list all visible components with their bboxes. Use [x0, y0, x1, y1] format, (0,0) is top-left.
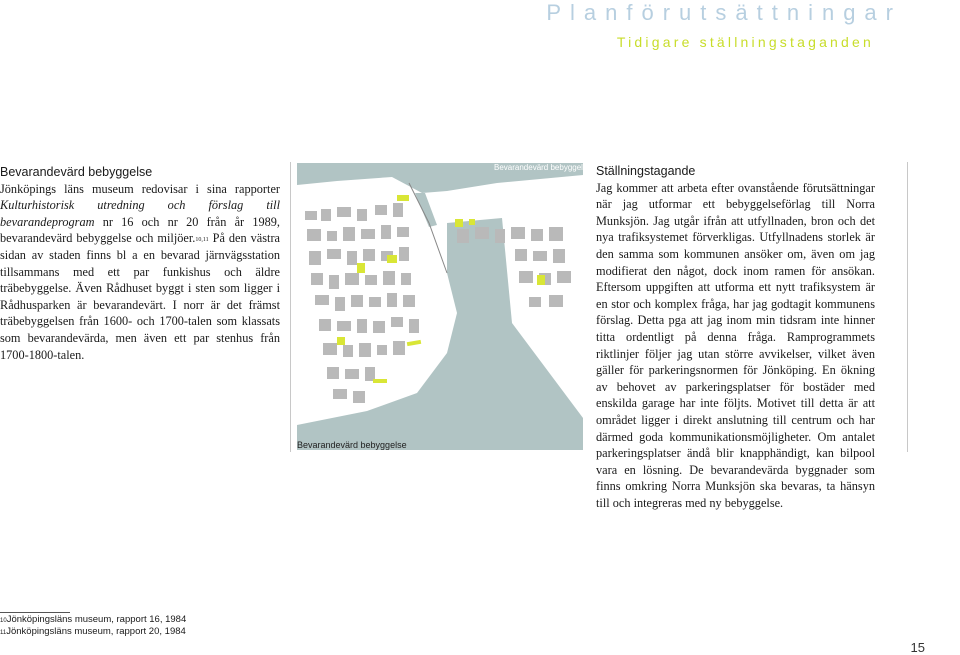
left-column: [0, 164, 280, 363]
footnote-divider: [0, 612, 70, 613]
map-label-top: Bevarandevärd bebyggelse: [494, 163, 592, 172]
right-paragraph: Jag kommer att arbeta efter ovanstående förutsättningar när jag utformar ett bebyggelseförlag till Norra Munksjön. Jag utgår ifrån att utfyllnaden, bron och det nya trafiksystemet förverkligas. Utfyllnadens storlek är den samma som kommunen ansöker om, även om jag modifierat den något, dock inom ramen för ansökan. Eftersom uppgiften att utforma ett nytt trafiksystem är en stor och komplex fråga, har jag godtagit kommunens förslag. Detta pga att jag inom min tidsram inte hinner titta ordentligt på denna fråga. Ramprogrammets riktlinjer följer jag utan större avvikelser, vilket även gäller för parkeringsnormen för Jönköping. En ökning av behovet av parkeringsplatser för bostäder med enskilda garage har inte följts. Motivet till detta är att området ligger i direkt anslutning till centrum och har därmed goda kommunikationsmöjligheter. Om antalet parkeringsplatser ändå blir knapphändigt, kan bilpool vara en lösning. De bevarandevärda byggnader som finns omkring Norra Munksjön ska bevaras, ta hänsyn till och integreras med ny bebyggelse.: [596, 180, 875, 510]
page-title: Planförutsättningar: [546, 0, 902, 25]
left-paragraph: Jönköpings läns museum redovisar i sina rapporter Kulturhistorisk utredning och förslag till bevarandeprogram nr 16 och nr 20 från år 1989, bevarandevärd bebyggelse och miljöer.$^{10,11}$ På den västra sidan av staden finns bl a en bevarad järnvägsstation tillsammans med ett par funkishus och äldre träbebyggelse. Även Rådhuset byggt i sten som ligger i Rådhusparken är bevarandevärt. I norr är det främst träbebyggelsen från 1600- och 1700-talen som klassats som bevarandevärda, men även ett par stenhus från 1700-1800-talen.: [0, 181, 280, 362]
footnotes: [0, 614, 186, 638]
divider-left: [290, 162, 291, 452]
page-subtitle: Tidigare ställningstaganden: [616, 34, 874, 50]
footnote-item: $^{11}$Jönköpingsläns museum, rapport 20, 1984: [0, 626, 186, 637]
divider-right: [907, 162, 908, 452]
left-heading: Bevarandevärd bebyggelse: [0, 165, 153, 179]
page-number: 15: [910, 640, 925, 655]
right-column: [596, 163, 875, 511]
city-map: [297, 163, 583, 450]
map-caption: Bevarandevärd bebyggelse: [297, 440, 407, 450]
footnote-item: $^{10}$Jönköpingsläns museum, rapport 16, 1984: [0, 614, 187, 625]
right-heading: Ställningstagande: [596, 164, 696, 178]
